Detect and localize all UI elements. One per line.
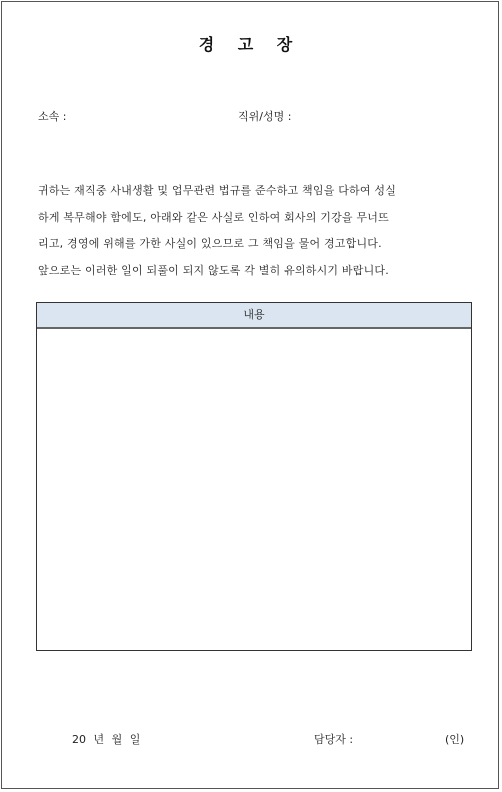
body-line: 하게 복무해야 함에도, 아래와 같은 사실로 인하여 회사의 기강을 무너뜨 — [38, 210, 389, 224]
body-line: 리고, 경영에 위해를 가한 사실이 있으므로 그 책임을 물어 경고합니다. — [38, 237, 382, 250]
date-line: 20 년 월 일 — [72, 733, 141, 746]
content-header: 내용 — [37, 303, 471, 329]
manager-label: 담당자 : — [314, 733, 354, 746]
seal-label: (인) — [445, 733, 465, 746]
body-line: 귀하는 재직중 사내생활 및 업무관련 법규를 준수하고 책임을 다하여 성실 — [38, 184, 397, 197]
position-name-field: 직위/성명 : — [238, 110, 292, 123]
document-title: 경 고 장 — [198, 35, 302, 54]
warning-letter-page — [1, 1, 499, 789]
warning-body-text — [38, 178, 470, 284]
department-field: 소속 : — [38, 110, 67, 123]
content-table — [36, 302, 472, 651]
body-line: 앞으로는 이러한 일이 되풀이 되지 않도록 각 별히 유의하시기 바랍니다. — [38, 263, 389, 277]
